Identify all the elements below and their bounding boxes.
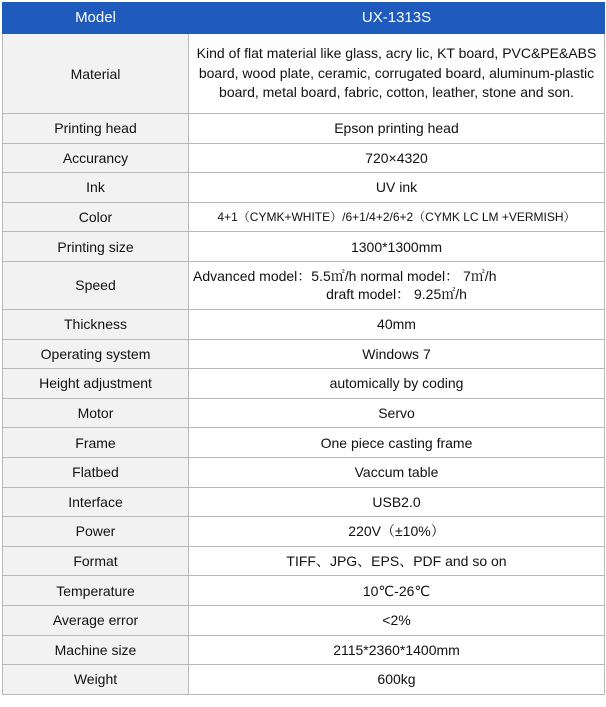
table-row	[3, 576, 605, 606]
table-row	[3, 232, 605, 262]
row-key-frame: Frame	[3, 428, 189, 458]
row-value-machine-size: 2115*2360*1400mm	[189, 635, 605, 665]
row-value-printing-size: 1300*1300mm	[189, 232, 605, 262]
table-row	[3, 635, 605, 665]
spec-table	[2, 2, 605, 695]
row-key-interface: Interface	[3, 487, 189, 517]
row-value-power: 220V（±10%）	[189, 517, 605, 547]
row-value-speed	[189, 261, 605, 309]
row-value-weight: 600kg	[189, 665, 605, 695]
table-row	[3, 398, 605, 428]
row-key-thickness: Thickness	[3, 309, 189, 339]
row-value-operating-system: Windows 7	[189, 339, 605, 369]
speed-line-2: draft model： 9.25㎡/h	[326, 286, 467, 303]
table-row	[3, 517, 605, 547]
row-value-height-adjustment: automically by coding	[189, 369, 605, 399]
row-value-printing-head: Epson printing head	[189, 114, 605, 144]
row-key-power: Power	[3, 517, 189, 547]
material-text: Kind of flat material like glass, acry lic, KT board, PVC&PE&ABS board, wood plate, ceramic, corrugated board, aluminum-plastic board, metal board, fabric, cotton, leather, stone and son.	[196, 45, 597, 101]
row-value-frame: One piece casting frame	[189, 428, 605, 458]
table-row	[3, 143, 605, 173]
row-key-motor: Motor	[3, 398, 189, 428]
row-key-color: Color	[3, 202, 189, 232]
row-key-flatbed: Flatbed	[3, 457, 189, 487]
row-value-motor: Servo	[189, 398, 605, 428]
table-row	[3, 546, 605, 576]
row-value-interface: USB2.0	[189, 487, 605, 517]
table-row	[3, 114, 605, 144]
row-key-material: Material	[3, 34, 189, 114]
table-row	[3, 309, 605, 339]
header-model-value: UX-1313S	[189, 3, 605, 34]
row-key-machine-size: Machine size	[3, 635, 189, 665]
header-model-label: Model	[3, 3, 189, 34]
speed-line-1: Advanced model：5.5㎡/h normal model： 7㎡/h	[193, 268, 497, 285]
row-key-average-error: Average error	[3, 605, 189, 635]
row-value-color: 4+1（CYMK+WHITE）/6+1/4+2/6+2（CYMK LC LM +VERMISH）	[189, 202, 605, 232]
row-key-accuracy: Accurancy	[3, 143, 189, 173]
row-key-ink: Ink	[3, 173, 189, 203]
table-row	[3, 202, 605, 232]
table-row	[3, 457, 605, 487]
table-header-row	[3, 3, 605, 34]
table-row	[3, 34, 605, 114]
row-key-speed: Speed	[3, 261, 189, 309]
row-key-height-adjustment: Height adjustment	[3, 369, 189, 399]
table-row	[3, 605, 605, 635]
row-value-thickness: 40mm	[189, 309, 605, 339]
row-key-printing-size: Printing size	[3, 232, 189, 262]
row-key-printing-head: Printing head	[3, 114, 189, 144]
table-row	[3, 339, 605, 369]
row-key-weight: Weight	[3, 665, 189, 695]
row-value-flatbed: Vaccum table	[189, 457, 605, 487]
table-row	[3, 428, 605, 458]
row-value-average-error: <2%	[189, 605, 605, 635]
table-row	[3, 173, 605, 203]
row-key-format: Format	[3, 546, 189, 576]
table-row	[3, 261, 605, 309]
table-row	[3, 369, 605, 399]
spec-sheet	[2, 2, 605, 695]
row-value-ink: UV ink	[189, 173, 605, 203]
row-value-material	[189, 34, 605, 114]
table-row	[3, 665, 605, 695]
row-value-format: TIFF、JPG、EPS、PDF and so on	[189, 546, 605, 576]
table-row	[3, 487, 605, 517]
row-value-temperature: 10℃-26℃	[189, 576, 605, 606]
row-key-operating-system: Operating system	[3, 339, 189, 369]
row-key-temperature: Temperature	[3, 576, 189, 606]
row-value-accuracy: 720×4320	[189, 143, 605, 173]
